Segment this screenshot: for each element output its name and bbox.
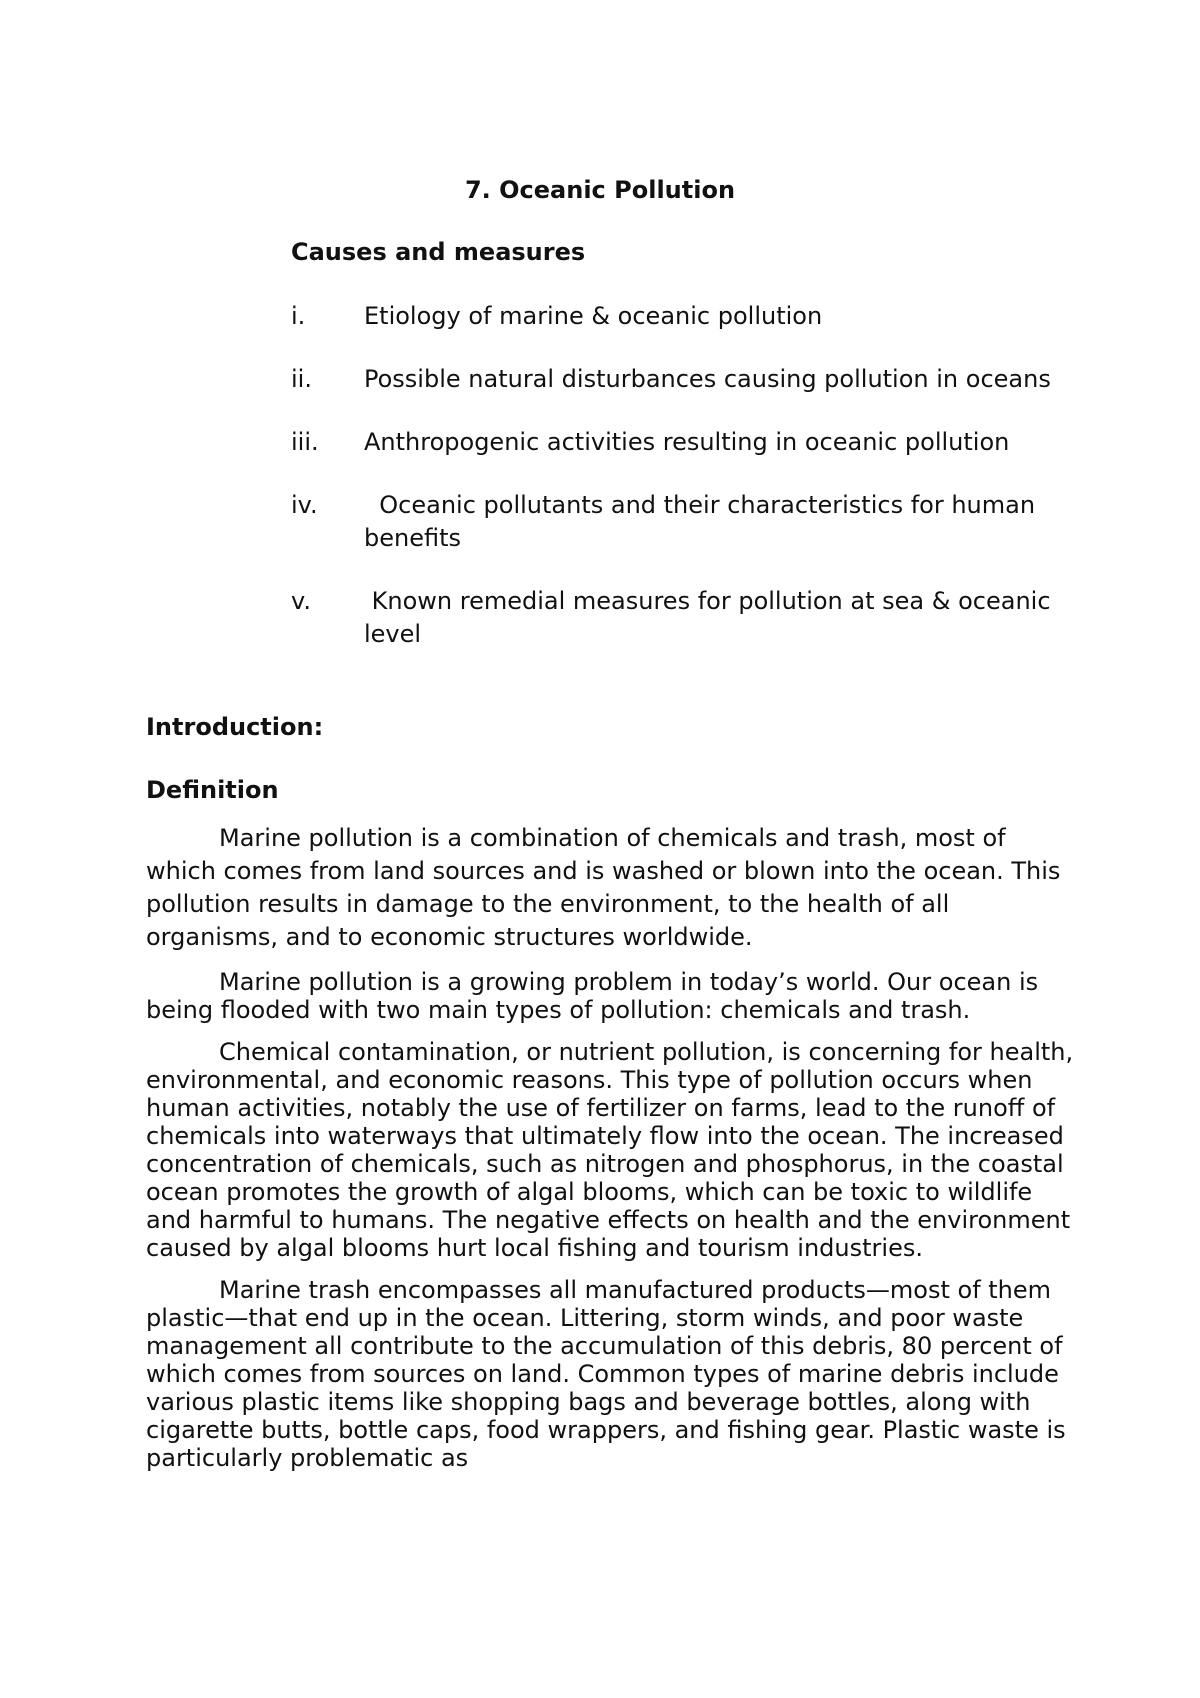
topic-number: v. (291, 587, 311, 615)
topic-list-item (291, 426, 1091, 459)
topic-text: Possible natural disturbances causing pollution in oceans (364, 365, 1051, 393)
topic-list-item (291, 363, 1091, 396)
definition-heading: Definition (146, 776, 279, 804)
topic-number: iv. (291, 491, 318, 519)
page-title: 7. Oceanic Pollution (464, 176, 736, 204)
topic-number: ii. (291, 365, 312, 393)
paragraph: Marine pollution is a combination of chemicals and trash, most of which comes from land sources and is washed or blown into the ocean. This pollution results in damage to the environment, to the health of all organisms, and to economic structures worldwide. (146, 824, 1061, 951)
paragraph: Marine trash encompasses all manufactured products—most of them plastic—that end up in the ocean. Littering, storm winds, and poor waste management all contribute to the accumulation of this debris, 80 percent of which comes from sources on land. Common types of marine debris include various plastic items like shopping bags and beverage bottles, along with cigarette butts, bottle caps, food wrappers, and fishing gear. Plastic waste is particularly problematic as (146, 1276, 1066, 1472)
topic-list-item (291, 585, 1091, 651)
introduction-heading: Introduction: (146, 713, 324, 741)
topic-text: Anthropogenic activities resulting in oceanic pollution (364, 428, 1010, 456)
paragraph: Marine pollution is a growing problem in today’s world. Our ocean is being flooded with two main types of pollution: chemicals and trash. (146, 968, 1039, 1024)
topic-text: Known remedial measures for pollution at sea & oceanic level (364, 587, 1059, 648)
body-text (146, 822, 1076, 1486)
paragraph: Chemical contamination, or nutrient pollution, is concerning for health, environmental, and economic reasons. This type of pollution occurs when human activities, notably the use of fertilizer on farms, lead to the runoff of chemicals into waterways that ultimately flow into the ocean. The increased concentration of chemicals, such as nitrogen and phosphorus, in the coastal ocean promotes the growth of algal blooms, which can be toxic to wildlife and harmful to humans. The negative effects on health and the environment caused by algal blooms hurt local fishing and tourism industries. (146, 1038, 1074, 1262)
topic-text: Etiology of marine & oceanic pollution (364, 302, 823, 330)
topic-list (291, 300, 1091, 681)
topic-text: Oceanic pollutants and their characteristics for human benefits (364, 491, 1043, 552)
topic-list-item (291, 489, 1091, 555)
topic-list-item (291, 300, 1091, 333)
topic-number: iii. (291, 428, 319, 456)
topic-number: i. (291, 302, 306, 330)
page-subtitle: Causes and measures (291, 238, 586, 266)
